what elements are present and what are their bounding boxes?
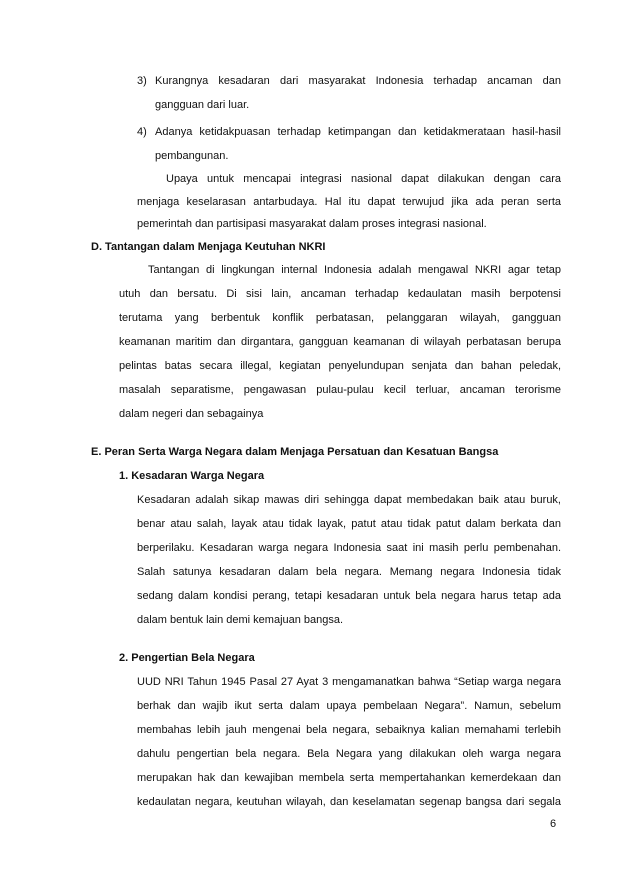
subsection-1-line4: Salah satunya kesadaran dalam bela negara. Memang negara Indonesia tidak	[137, 566, 561, 578]
section-d-line2: utuh dan bersatu. Di sisi lain, ancaman terhadap kedaulatan masih berpotensi	[119, 288, 561, 300]
list-item-3-number: 3)	[137, 75, 147, 87]
section-d-heading: D. Tantangan dalam Menjaga Keutuhan NKRI	[91, 241, 326, 253]
subsection-2-line2: berhak dan wajib ikut serta dalam upaya pembelaan Negara”. Namun, sebelum	[137, 700, 561, 712]
subsection-2-line4: dahulu pengertian bela negara. Bela Negara yang dilakukan oleh warga negara	[137, 748, 561, 760]
subsection-1-line6: dalam bentuk lain demi kemajuan bangsa.	[137, 614, 344, 626]
list-item-4-number: 4)	[137, 126, 147, 138]
section-d-line6: masalah separatisme, pengawasan pulau-pulau kecil terluar, ancaman terorisme	[119, 384, 561, 396]
subsection-1-line2: benar atau salah, layak atau tidak layak, patut atau tidak patut dalam berkata dan	[137, 518, 561, 530]
closing-paragraph-line1: Upaya untuk mencapai integrasi nasional dapat dilakukan dengan cara	[166, 173, 561, 185]
subsection-2-line1: UUD NRI Tahun 1945 Pasal 27 Ayat 3 mengamanatkan bahwa “Setiap warga negara	[137, 676, 561, 688]
subsection-2-heading: 2. Pengertian Bela Negara	[119, 652, 255, 664]
list-item-4-line1: Adanya ketidakpuasan terhadap ketimpangan dan ketidakmerataan hasil-hasil	[155, 126, 561, 138]
subsection-1-line3: berperilaku. Kesadaran warga negara Indonesia saat ini masih perlu pembenahan.	[137, 542, 561, 554]
list-item-4-line2: pembangunan.	[155, 150, 229, 162]
closing-paragraph-line3: pemerintah dan partisipasi masyarakat dalam proses integrasi nasional.	[137, 218, 487, 230]
subsection-1-line5: sedang dalam kondisi perang, tetapi kesadaran untuk bela negara harus tetap ada	[137, 590, 561, 602]
subsection-2-line6: kedaulatan negara, keutuhan wilayah, dan keselamatan segenap bangsa dari segala	[137, 796, 561, 808]
section-d-line1: Tantangan di lingkungan internal Indonesia adalah mengawal NKRI agar tetap	[148, 264, 561, 276]
section-e-heading: E. Peran Serta Warga Negara dalam Menjaga Persatuan dan Kesatuan Bangsa	[91, 446, 499, 458]
closing-paragraph-line2: menjaga keselarasan antarbudaya. Hal itu dapat terwujud jika ada peran serta	[137, 196, 561, 208]
section-d-line4: keamanan maritim dan dirgantara, gangguan keamanan di wilayah perbatasan berupa	[119, 336, 561, 348]
subsection-2-line5: merupakan hak dan kewajiban membela serta mempertahankan kemerdekaan dan	[137, 772, 561, 784]
subsection-1-heading: 1. Kesadaran Warga Negara	[119, 470, 265, 482]
section-d-line5: pelintas batas secara illegal, kegiatan penyelundupan senjata dan bahan peledak,	[119, 360, 561, 372]
subsection-2-line3: membahas lebih jauh mengenai bela negara, sebaiknya kalian memahami terlebih	[137, 724, 561, 736]
section-d-line7: dalam negeri dan sebagainya	[119, 408, 264, 420]
subsection-1-line1: Kesadaran adalah sikap mawas diri sehingga dapat membedakan baik atau buruk,	[137, 494, 561, 506]
page-number: 6	[550, 818, 557, 830]
list-item-3-line1: Kurangnya kesadaran dari masyarakat Indonesia terhadap ancaman dan	[155, 75, 561, 87]
section-d-line3: terutama yang berbentuk konflik perbatasan, pelanggaran wilayah, gangguan	[119, 312, 561, 324]
list-item-3-line2: gangguan dari luar.	[155, 99, 250, 111]
